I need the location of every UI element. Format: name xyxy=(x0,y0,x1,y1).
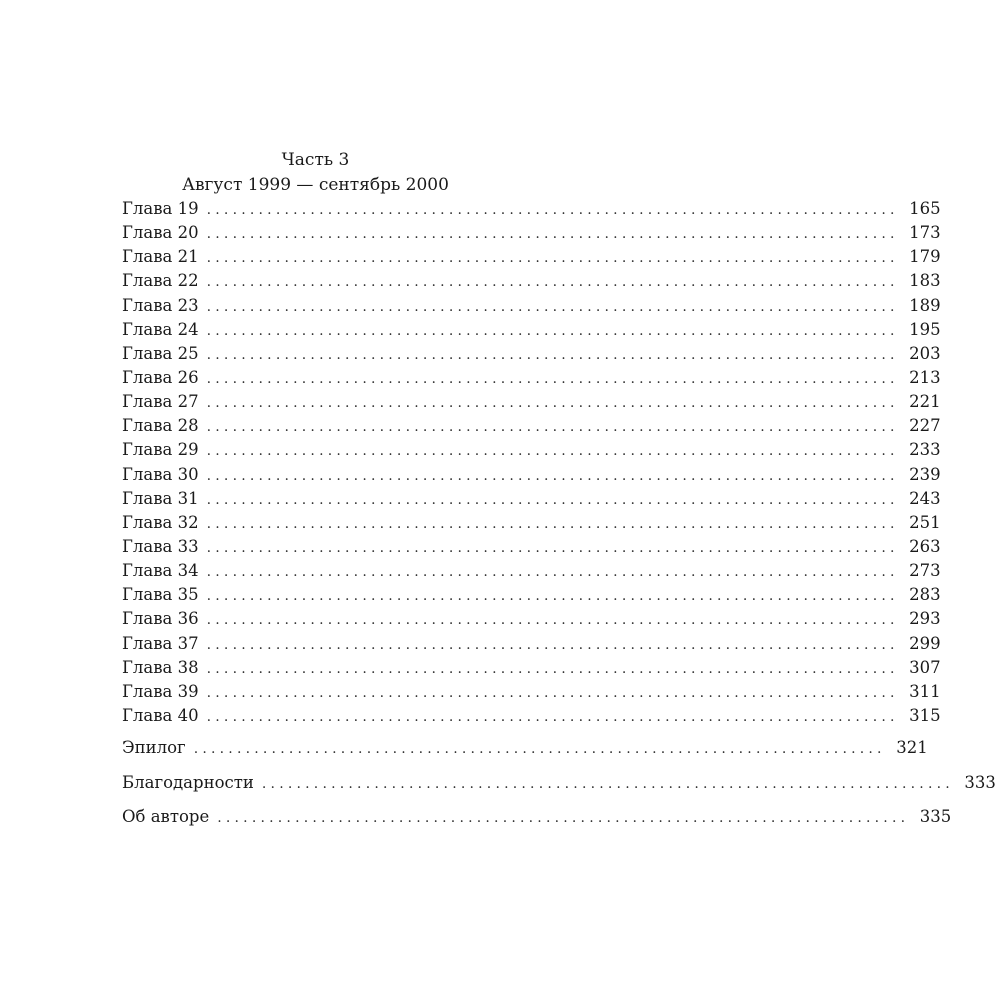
part-subtitle: Август 1999 — сентябрь 2000 xyxy=(182,175,449,195)
toc-entry-label: Глава 23 xyxy=(122,295,199,315)
toc-entry-label: Глава 31 xyxy=(122,488,199,508)
dot-leader: ................................................................................ xyxy=(206,419,899,436)
toc-entry xyxy=(122,488,941,513)
dot-leader: ................................................................................ xyxy=(206,564,899,581)
dot-leader: ................................................................................ xyxy=(206,443,899,460)
toc-entry-label: Глава 27 xyxy=(122,392,199,412)
toc-entry xyxy=(122,392,941,416)
toc-entry-label: Глава 25 xyxy=(122,343,199,363)
toc-entry xyxy=(122,464,941,489)
toc-entry-label: Об авторе xyxy=(122,807,210,826)
toc-entry-page-number: 307 xyxy=(909,657,941,677)
toc-entry xyxy=(122,343,941,368)
dot-leader: ................................................................................ xyxy=(206,539,899,556)
toc-entry-label: Глава 22 xyxy=(122,271,199,291)
dot-leader: ................................................................................ xyxy=(206,515,899,532)
toc-entry-page-number: 299 xyxy=(909,633,941,653)
toc-entry-page-number: 179 xyxy=(909,247,941,267)
toc-entry xyxy=(122,633,941,658)
dot-leader: ................................................................................ xyxy=(206,467,899,484)
toc-entry-page-number: 293 xyxy=(909,609,941,629)
toc-extra-list xyxy=(122,738,996,842)
toc-entry xyxy=(122,199,941,223)
dot-leader: ................................................................................ xyxy=(206,202,899,218)
dot-leader: ................................................................................ xyxy=(206,370,899,387)
dot-leader: ................................................................................ xyxy=(206,250,899,267)
toc-entry-label: Глава 32 xyxy=(122,512,199,532)
toc-entry-page-number: 195 xyxy=(909,319,941,339)
toc-entry xyxy=(122,440,941,464)
toc-entry-label: Глава 35 xyxy=(122,585,199,605)
toc-entry-page-number: 183 xyxy=(909,271,941,291)
toc-entry-page-number: 213 xyxy=(909,367,941,387)
toc-entry-page-number: 239 xyxy=(909,464,941,484)
toc-entry-label: Благодарности xyxy=(122,772,254,792)
dot-leader: ................................................................................ xyxy=(217,810,910,826)
toc-entry-page-number: 243 xyxy=(909,488,941,508)
toc-entry-label: Глава 19 xyxy=(122,199,199,218)
toc-entry-label: Глава 40 xyxy=(122,705,199,725)
toc-entry xyxy=(122,512,941,537)
toc-entry-label: Глава 33 xyxy=(122,536,199,556)
toc-entry-page-number: 273 xyxy=(909,561,941,581)
toc-entry-page-number: 321 xyxy=(896,738,928,757)
dot-leader: ................................................................................ xyxy=(261,775,954,792)
toc-entry-page-number: 263 xyxy=(909,536,941,556)
toc-entry-label: Глава 26 xyxy=(122,367,199,387)
dot-leader: ................................................................................ xyxy=(206,612,899,629)
toc-entry-label: Эпилог xyxy=(122,738,186,757)
part-title: Часть 3 xyxy=(281,150,350,170)
toc-entry-label: Глава 21 xyxy=(122,247,199,267)
toc-entry-label: Глава 34 xyxy=(122,561,199,581)
toc-entry-page-number: 335 xyxy=(919,807,952,826)
toc-entry-page-number: 165 xyxy=(909,199,941,218)
toc-entry-page-number: 333 xyxy=(964,772,996,792)
toc-entry-page-number: 189 xyxy=(909,295,941,315)
dot-leader: ................................................................................ xyxy=(206,491,899,508)
toc-entry-label: Глава 38 xyxy=(122,657,199,677)
toc-entry-page-number: 203 xyxy=(909,343,941,363)
dot-leader: ................................................................................ xyxy=(206,708,899,725)
toc-entry-label: Глава 29 xyxy=(122,440,199,460)
toc-chapter-list xyxy=(122,199,941,730)
toc-entry xyxy=(122,319,941,344)
toc-entry-page-number: 251 xyxy=(909,512,941,532)
toc-entry-page-number: 311 xyxy=(909,681,941,701)
toc-entry-label: Глава 28 xyxy=(122,416,199,436)
toc-entry xyxy=(122,223,941,247)
dot-leader: ................................................................................ xyxy=(206,226,899,243)
dot-leader: ................................................................................ xyxy=(206,636,899,653)
toc-entry xyxy=(122,657,941,682)
dot-leader: ................................................................................ xyxy=(206,274,899,291)
toc-entry xyxy=(122,247,941,271)
dot-leader: ................................................................................ xyxy=(206,395,899,412)
dot-leader: ................................................................................ xyxy=(193,741,886,757)
toc-entry-label: Глава 37 xyxy=(122,633,199,653)
toc-entry-label: Глава 30 xyxy=(122,464,199,484)
dot-leader: ................................................................................ xyxy=(206,660,899,677)
toc-entry xyxy=(122,772,996,808)
toc-entry xyxy=(122,271,941,295)
toc-entry-page-number: 173 xyxy=(909,223,941,243)
toc-entry xyxy=(122,561,941,585)
toc-entry-label: Глава 24 xyxy=(122,319,199,339)
toc-entry-page-number: 315 xyxy=(909,705,941,725)
toc-entry-label: Глава 36 xyxy=(122,609,199,629)
dot-leader: ................................................................................ xyxy=(206,346,899,363)
toc-entry xyxy=(122,536,941,561)
toc-entry xyxy=(122,681,941,706)
toc-entry-page-number: 221 xyxy=(909,392,941,412)
toc-entry xyxy=(122,705,941,730)
toc-entry xyxy=(122,416,941,440)
dot-leader: ................................................................................ xyxy=(206,684,899,701)
toc-entry-label: Глава 39 xyxy=(122,681,199,701)
toc-entry-page-number: 283 xyxy=(909,585,941,605)
dot-leader: ................................................................................ xyxy=(206,298,899,315)
toc-entry xyxy=(122,295,941,320)
dot-leader: ................................................................................ xyxy=(206,588,899,605)
toc-entry xyxy=(122,367,941,392)
toc-entry-page-number: 233 xyxy=(909,440,941,460)
toc-entry xyxy=(122,807,952,842)
toc-entry-label: Глава 20 xyxy=(122,223,199,243)
toc-entry-page-number: 227 xyxy=(909,416,941,436)
toc-entry xyxy=(122,585,941,609)
toc-entry xyxy=(122,609,941,633)
dot-leader: ................................................................................ xyxy=(206,322,899,339)
toc-entry xyxy=(122,738,928,773)
